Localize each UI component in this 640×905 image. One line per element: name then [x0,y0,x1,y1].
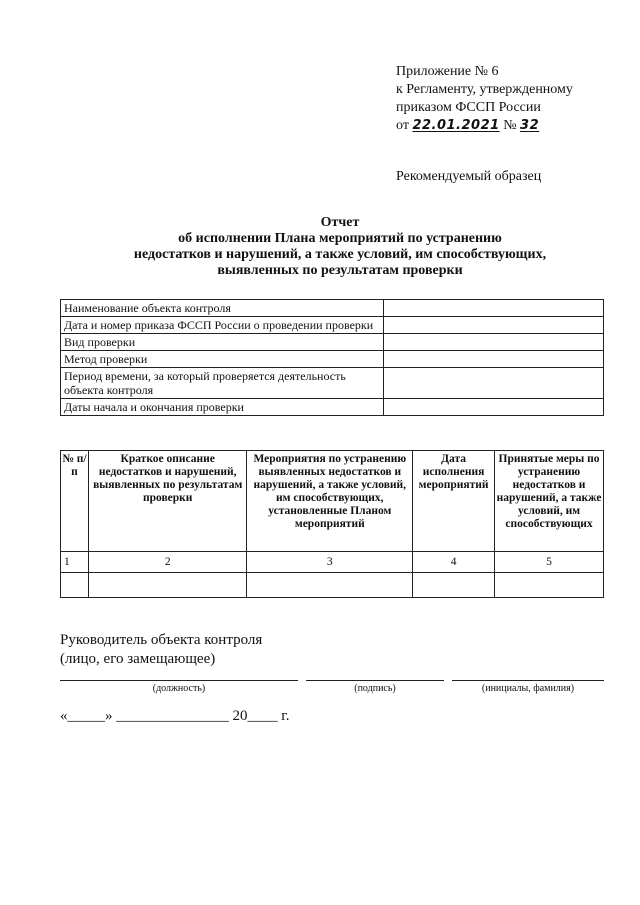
empty-cell [247,573,413,598]
info-value-cell [384,334,604,351]
column-number: 3 [247,552,413,573]
position-caption: (должность) [152,683,206,694]
handwritten-date: 22.01.2021 [412,118,500,133]
info-label: Период времени, за который проверяется деятельность объекта контроля [61,368,384,399]
header-description: Краткое описание недостатков и нарушений, выявленных по результатам проверки [88,451,247,552]
table-row-numbering [61,552,604,573]
initials-caption: (инициалы, фамилия) [481,683,575,694]
head-title: Руководитель объекта контроля [60,632,263,648]
header-number: № п/п [61,451,89,552]
info-label: Даты начала и окончания проверки [61,399,384,416]
table-row [61,300,604,317]
number-prefix: № [503,118,517,133]
date-prefix: от [396,118,409,133]
empty-cell [413,573,495,598]
inspection-info-table [60,299,604,416]
title-line-4: выявленных по результатам проверки [217,263,463,278]
appendix-order: приказом ФССП России [396,100,541,115]
column-number: 4 [413,552,495,573]
appendix-date-line [396,117,573,135]
info-label: Наименование объекта контроля [61,300,384,317]
table-row [61,351,604,368]
head-deputy: (лицо, его замещающее) [60,651,216,667]
initials-line [452,680,604,681]
table-row [61,334,604,351]
signature-caption: (подпись) [354,683,396,694]
info-value-cell [384,368,604,399]
date-line: «_____» _______________ 20____ г. [60,708,290,724]
info-label: Вид проверки [61,334,384,351]
title-line-1: Отчет [320,215,360,230]
column-number: 5 [495,552,604,573]
info-label: Дата и номер приказа ФССП России о проведении проверки [61,317,384,334]
header-date: Дата исполнения мероприятий [413,451,495,552]
column-number: 2 [88,552,247,573]
empty-cell [495,573,604,598]
appendix-block [396,63,573,135]
position-line [60,680,298,681]
close-quote: » [105,708,113,724]
open-quote: « [60,708,68,724]
header-actions: Принятые меры по устранению недостатков и нарушений, а также условий, им способствующих [495,451,604,552]
head-of-object [60,631,262,669]
handwritten-number: 32 [520,118,540,133]
column-number: 1 [61,552,89,573]
report-title [60,215,620,279]
header-measures: Мероприятия по устранению выявленных недостатков и нарушений, а также условий, им способствующих, установленные Планом мероприятий [247,451,413,552]
table-row-empty [61,573,604,598]
appendix-regulation: к Регламенту, утвержденному [396,82,573,97]
info-value-cell [384,399,604,416]
measures-table [60,450,604,598]
empty-cell [61,573,89,598]
info-value-cell [384,317,604,334]
appendix-number: Приложение № 6 [396,64,499,79]
table-row [61,368,604,399]
info-label: Метод проверки [61,351,384,368]
table-row [61,399,604,416]
year-prefix: 20 [232,708,248,724]
table-header-row [61,451,604,552]
signature-line [306,680,444,681]
empty-cell [88,573,247,598]
title-line-2: об исполнении Плана мероприятий по устранению [178,231,502,246]
table-row [61,317,604,334]
year-suffix: г. [281,708,290,724]
recommended-sample: Рекомендуемый образец [396,169,542,184]
info-value-cell [384,351,604,368]
info-value-cell [384,300,604,317]
title-line-3: недостатков и нарушений, а также условий, им способствующих, [133,247,547,262]
